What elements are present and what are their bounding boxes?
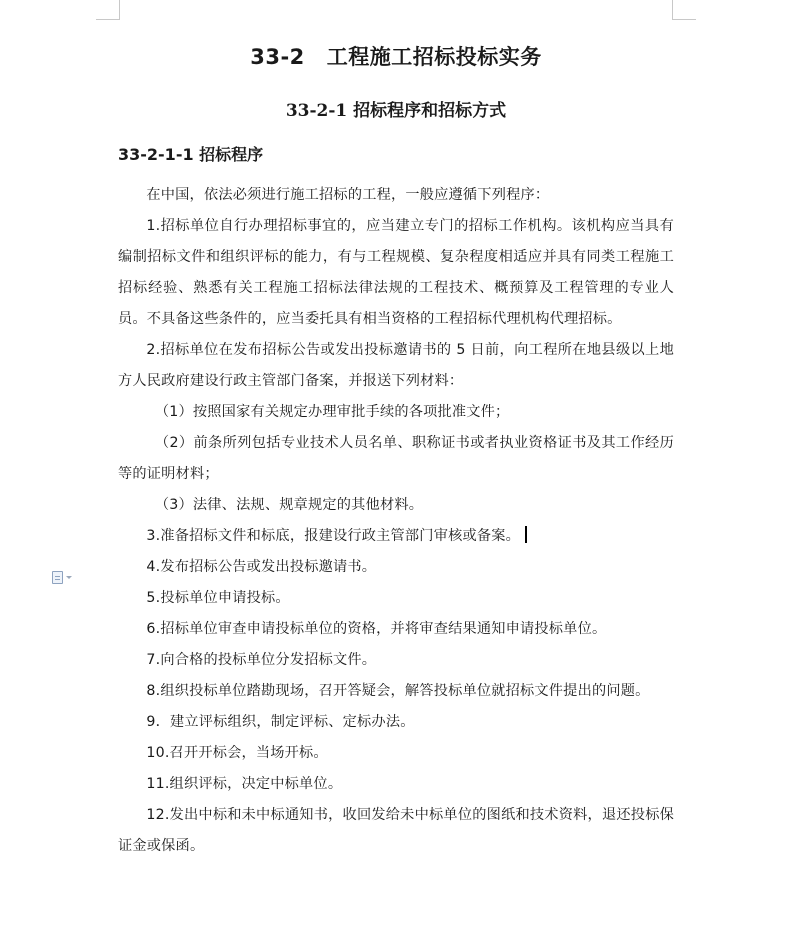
paragraph-text: （2）前条所列包括专业技术人员名单、职称证书或者执业资格证书及其工作经历等的证明材料； <box>118 435 674 482</box>
paragraph-text: 10.召开开标会，当场开标。 <box>146 745 328 761</box>
paragraph-text: 9．建立评标组织，制定评标、定标办法。 <box>146 714 415 730</box>
paragraph-text: 在中国，依法必须进行施工招标的工程，一般应遵循下列程序： <box>146 187 550 203</box>
paragraph-text: 2.招标单位在发布招标公告或发出投标邀请书的 5 日前，向工程所在地县级以上地方人民政府建设行政主管部门备案，并报送下列材料： <box>118 342 674 389</box>
paragraph <box>118 769 674 800</box>
text-cursor <box>525 526 527 543</box>
paragraph-text: 12.发出中标和未中标通知书，收回发给未中标单位的图纸和技术资料，退还投标保证金或保函。 <box>118 807 674 854</box>
heading-1 <box>118 38 674 76</box>
heading-1-title: 工程施工招标投标实务 <box>326 45 542 69</box>
paragraph-text: 11.组织评标，决定中标单位。 <box>146 776 343 792</box>
body-text[interactable] <box>118 180 674 862</box>
paragraph <box>118 645 674 676</box>
paragraph-text: 1.招标单位自行办理招标事宜的，应当建立专门的招标工作机构。该机构应当具有编制招标文件和组织评标的能力，有与工程规模、复杂程度相适应并具有同类工程施工招标经验、熟悉有关工程施工招标法律法规的工程技术、概预算及工程管理的专业人员。不具备这些条件的，应当委托具有相当资格的工程招标代理机构代理招标。 <box>118 218 674 327</box>
paragraph-text: （3）法律、法规、规章规定的其他材料。 <box>154 497 424 513</box>
paragraph-text: （1）按照国家有关规定办理审批手续的各项批准文件； <box>154 404 510 420</box>
paragraph <box>118 614 674 645</box>
paragraph-text: 8.组织投标单位踏勘现场，召开答疑会，解答投标单位就招标文件提出的问题。 <box>146 683 650 699</box>
paragraph <box>118 397 674 428</box>
paragraph <box>118 800 674 862</box>
crop-mark-top-left <box>96 0 120 20</box>
paragraph <box>118 738 674 769</box>
crop-mark-top-right <box>672 0 696 20</box>
paragraph-text: 6.招标单位审查申请投标单位的资格，并将审查结果通知申请投标单位。 <box>146 621 607 637</box>
paragraph <box>118 583 674 614</box>
heading-1-number: 33-2 <box>250 45 305 69</box>
document-page <box>118 38 674 862</box>
paragraph <box>118 676 674 707</box>
caret-down-icon <box>66 576 72 579</box>
paragraph <box>118 521 674 552</box>
paragraph <box>118 211 674 335</box>
paragraph <box>118 552 674 583</box>
paragraph <box>118 707 674 738</box>
document-options-icon[interactable] <box>52 568 80 586</box>
paragraph <box>118 428 674 490</box>
paragraph <box>118 490 674 521</box>
paragraph-text: 4.发布招标公告或发出投标邀请书。 <box>146 559 377 575</box>
document-icon <box>52 571 63 584</box>
paragraph-text: 3.准备招标文件和标底，报建设行政主管部门审核或备案。 <box>146 528 521 544</box>
heading-2: 33-2-1 招标程序和招标方式 <box>285 101 507 121</box>
paragraph <box>118 180 674 211</box>
paragraph-text: 7.向合格的投标单位分发招标文件。 <box>146 652 377 668</box>
paragraph <box>118 335 674 397</box>
heading-3: 33-2-1-1 招标程序 <box>118 145 264 164</box>
paragraph-text: 5.投标单位申请投标。 <box>146 590 290 606</box>
